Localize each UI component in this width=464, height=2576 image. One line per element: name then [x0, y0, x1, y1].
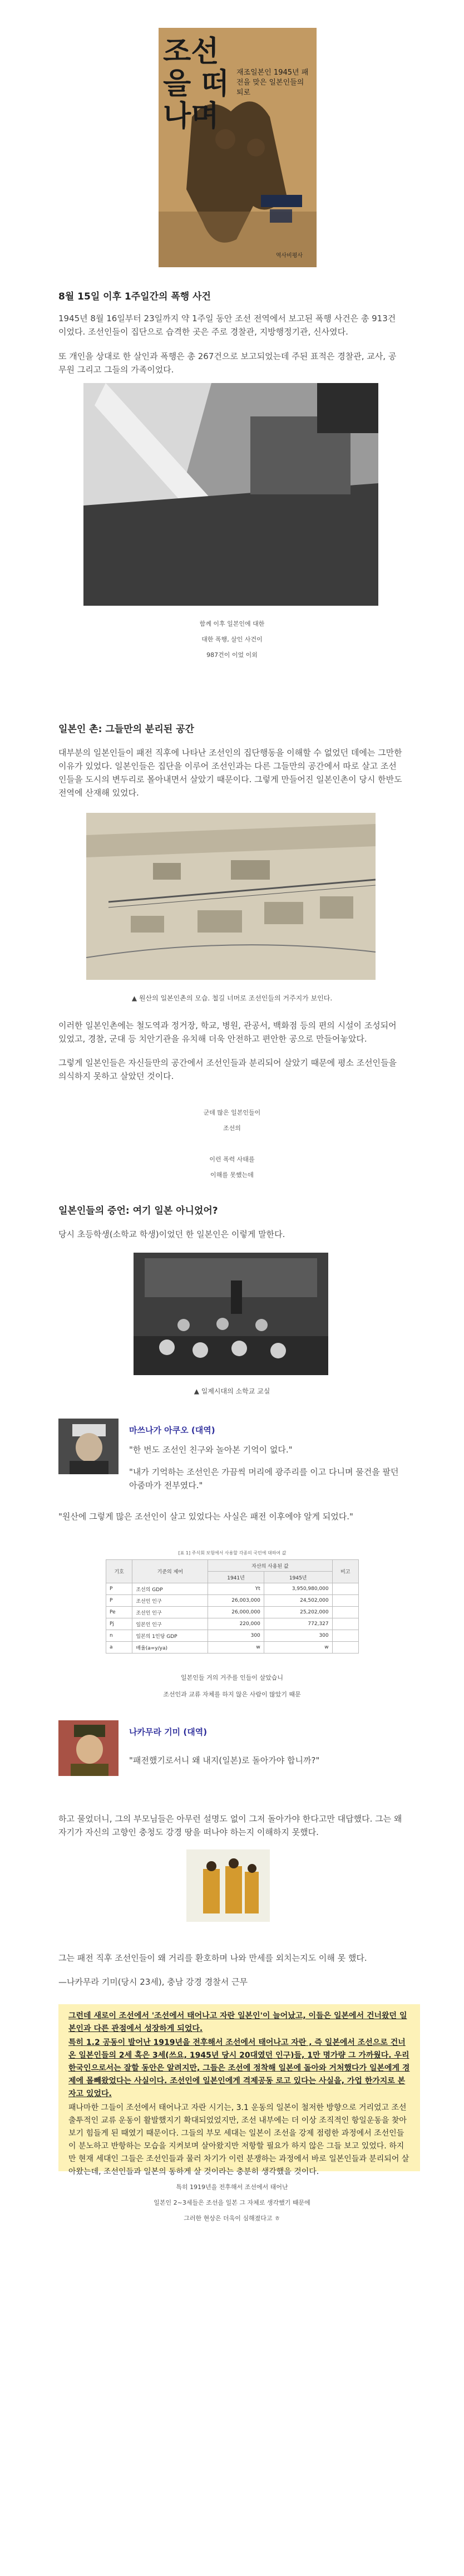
person1-name: 마쓰나가 아쿠오 (대역)	[129, 1425, 215, 1435]
note2-line2: 이해를 못했는데	[210, 1171, 254, 1179]
table-header: 기호	[106, 1560, 132, 1583]
cover-publisher: 역사비평사	[275, 253, 303, 259]
section-heading-violence: 8월 15일 이후 1주일간의 폭행 사건	[58, 291, 211, 302]
paragraph-testimony-intro: 당시 초등학생(소학교 학생)이었던 한 일본인은 이렇게 말한다.	[58, 1229, 285, 1239]
table-cell: a	[106, 1642, 132, 1653]
table-cell: 25,202,000	[264, 1607, 332, 1618]
table-cell: Pj	[106, 1618, 132, 1630]
population-table	[106, 1559, 359, 1653]
wonsan-map-illustration	[86, 813, 376, 980]
closing-line1: 특히 1919년을 전후해서 조선에서 태어난	[176, 2184, 288, 2191]
highlight-para-1	[68, 2010, 410, 2035]
paragraph-violence-stats: 1945년 8월 16일부터 23일까지 약 1주일 동안 조선 전역에서 보고된 폭행 사건은 총 913건이었다. 조선인들이 집단으로 습격한 곳은 주로 경찰관, 지방행정기관, 신사였다.	[58, 313, 396, 337]
closing-line3: 그러한 현상은 더욱이 심해졌다고 ㅎ	[184, 2215, 280, 2222]
table-cell: w	[208, 1642, 264, 1653]
table-cell: 일본인 인구	[132, 1618, 208, 1630]
table-cell: 26,000,000	[208, 1607, 264, 1618]
table-note-line2: 조선인과 교류 자체를 하지 않은 사람이 많았기 때문	[163, 1691, 301, 1698]
table-cell	[332, 1583, 358, 1595]
paragraph-parents-answer: 하고 물었더니, 그의 부모님들은 아무런 설명도 없이 그저 돌아가야 한다고만 대답했다. 그는 왜 자기가 자신의 고향인 충청도 강경 땅을 떠나야 하는지 이해하지 못했다.	[58, 1814, 402, 1837]
table-cell: n	[106, 1630, 132, 1642]
quote-why-go-home: "패전했기로서니 왜 내지(일본)로 돌아가야 합니까?"	[129, 1755, 320, 1765]
table-cell: 26,003,000	[208, 1595, 264, 1607]
table-subheader: 1945년	[264, 1572, 332, 1583]
table-header: 기준의 제어	[132, 1560, 208, 1583]
table-cell: 일본의 1인당 GDP	[132, 1630, 208, 1642]
table-title: [표 1] 주식회 보험에서 사용할 각종의 국민에 대하여 값	[178, 1550, 287, 1556]
wonsan-map-art	[86, 813, 376, 980]
photo-caption-line2: 대한 폭행, 살인 사건이	[201, 636, 263, 643]
table-cell	[332, 1630, 358, 1642]
section-heading-japanese-town: 일본인 촌: 그들만의 분리된 공간	[58, 724, 194, 735]
paragraph-violence-targets: 또 개인을 상대로 한 살인과 폭행은 총 267건으로 보고되었는데 주된 표적은 경찰관, 교사, 공무원 그리고 그들의 가족이었다.	[58, 351, 397, 375]
highlight-text-1: 그런데 새로이 조선에서 '조선에서 태어나고 자란 일본인'이 늘어났고, 이들은 일본에서 건너왔던 일본인과 다른 관점에서 성장하게 되었다.	[68, 2011, 407, 2033]
photo-caption-line1: 함께 이후 일본인에 대한	[199, 620, 265, 627]
table-row	[106, 1642, 359, 1653]
table-cell: 배율(a=y/ya)	[132, 1642, 208, 1653]
person2-portrait-art	[58, 1720, 119, 1776]
classroom-caption: ▲ 일제시대의 소학교 교실	[194, 1387, 270, 1395]
table-row	[106, 1630, 359, 1642]
map-caption: ▲ 원산의 일본인촌의 모습. 철길 너머로 조선인들의 거주지가 보인다.	[131, 994, 333, 1002]
person1-portrait-art	[58, 1419, 119, 1474]
table-subheader: 1941년	[208, 1572, 264, 1583]
book-cover	[159, 28, 317, 267]
table-cell	[332, 1595, 358, 1607]
table-cell: P	[106, 1583, 132, 1595]
table-cell: 조선인 인구	[132, 1595, 208, 1607]
paragraph-manse: 그는 패전 직후 조선인들이 왜 거리를 환호하며 나와 만세를 외치는지도 이해 못 했다.	[58, 1953, 367, 1963]
table-header: 자산의 사용된 값	[208, 1560, 332, 1572]
person1-portrait	[58, 1419, 119, 1474]
quote-no-korean-friend: "한 번도 조선인 친구와 놀아본 기억이 없다."	[129, 1445, 293, 1455]
street-crowd-photo	[83, 383, 378, 606]
table-cell: Yt	[208, 1583, 264, 1595]
table-cell: Pe	[106, 1607, 132, 1618]
table-cell	[332, 1642, 358, 1653]
person2-portrait	[58, 1720, 119, 1776]
table-row	[106, 1607, 359, 1618]
table-header: 비고	[332, 1560, 358, 1583]
section-heading-testimony: 일본인들의 증언: 여기 일본 아니었어?	[58, 1205, 218, 1216]
testimony-source: —나카무라 기미(당시 23세), 충남 강경 경찰서 근무	[58, 1977, 248, 1987]
police-officers-photo	[186, 1849, 270, 1922]
person2-name: 나카무라 기미 (대역)	[129, 1727, 208, 1737]
table-cell: 24,502,000	[264, 1595, 332, 1607]
table-cell: 772,327	[264, 1618, 332, 1630]
paragraph-town-facilities: 이러한 일본인촌에는 철도역과 정거장, 학교, 병원, 관공서, 백화점 등의 편의 시설이 조성되어 있었고, 경찰, 군대 등 치안기관을 유치해 더욱 안전하고 편안한 공으로 만들어놓았다.	[58, 1020, 397, 1044]
table-cell: 300	[208, 1630, 264, 1642]
police-officers-art	[186, 1849, 270, 1922]
cover-subtitle: 재조일본인 1945년 패전을 맞은 일본인들의 퇴로	[236, 68, 309, 97]
table-cell	[332, 1607, 358, 1618]
closing-line2: 일본인 2~3세들은 조선을 일본 그 자체로 생각했기 때문에	[154, 2199, 310, 2206]
highlight-box	[58, 2004, 420, 2176]
table-row	[106, 1595, 359, 1607]
table-cell	[332, 1618, 358, 1630]
note2-line1: 이런 폭력 사태를	[209, 1156, 255, 1163]
table-cell: 220,000	[208, 1618, 264, 1630]
table-cell: 3,950,980,000	[264, 1583, 332, 1595]
highlight-para-2	[68, 2037, 410, 2101]
table-cell: 조선인 인구	[132, 1607, 208, 1618]
paragraph-town-reason: 대부분의 일본인들이 패전 직후에 나타난 조선인의 집단행동을 이해할 수 없었던 데에는 그만한 이유가 있었다. 일본인들은 집단을 이루어 조선인과는 다른 그들만의 공간에서 따로 살고 조선인들을 도시의 변두리로 몰아내면서 살았기 때문이다. 그렇게 만들어진 일본인촌이 당시 한반도 전역에 산재해 있었다.	[58, 748, 402, 798]
table-row	[106, 1618, 359, 1630]
population-table-block	[106, 1550, 359, 1653]
paragraph-town-separation: 그렇게 일본인들은 자신들만의 공간에서 조선인들과 분리되어 살았기 때문에 평소 조선인들을 의식하지 못하고 살았던 것이다.	[58, 1058, 397, 1081]
note1-line2: 조선의	[223, 1125, 241, 1132]
highlight-para-3: 패나마한 그들이 조선에서 태어나고 자란 시기는, 3.1 운동의 일본이 철저한 방향으로 거리었고 조선 출투적인 교류 운동이 활발했지기 확대되었었지만, 조선 내부에는 더 이상 조직적인 항일운동을 찾아보기 힘들게 된 때였기 때문이다. 그들의 부모 세대는 일본이 조선을 강제 점령한 과정에서 조선인들이 분노하고 반항하는 모습을 지켜보며 살아왔지만 저항할 필요가 하지 않은 그들 보고 있었다. 하지만 현재 세대인 그들은 조선인들과 물러 차기가 이런 분쟁하는 과정에서 바로 일본인들과 분리되어 살아왔는데, 조선인들과 일본의 동하게 살 것이라는 충분히 생각했을 것이다.	[68, 2103, 409, 2176]
table-cell: 300	[264, 1630, 332, 1642]
table-row	[106, 1583, 359, 1595]
table-cell: 조선의 GDP	[132, 1583, 208, 1595]
table-cell: P	[106, 1595, 132, 1607]
note1-line1: 군데 많은 일본인들이	[203, 1109, 261, 1116]
table-cell: w	[264, 1642, 332, 1653]
classroom-art	[134, 1253, 328, 1375]
cover-title: 조선을 떠나며	[163, 35, 229, 133]
quote-basket-seller: "내가 기억하는 조선인은 가끔씩 머리에 광주리를 이고 다니며 물건을 팔던 아줌마가 전부였다."	[129, 1467, 399, 1490]
table-note-line1: 일본인들 거의 거주를 인들이 살았습니	[180, 1674, 283, 1681]
classroom-photo	[134, 1253, 328, 1375]
quote-wonsan-koreans: "원산에 그렇게 많은 조선인이 살고 있었다는 사실은 패전 이후에야 알게 되었다."	[58, 1512, 353, 1522]
highlight-text-2: 특히 1.2 공동이 발어난 1919년을 전후해서 조선에서 태어나고 자란 , 즉 일본에서 조선으로 건너온 일본인들의 2세 혹은 3세(쓰요, 1945년 당시 20대였던 인구)들, 1만 명가량 그 가까웠다. 우리 한국인으로서는 잘할 동안은 알려지만, 그들은 조선에 정착해 일본에 돌아와 거처했다가 일본에게 경제에 몰빼왔었다는 사실이다. 조선인에 일본인에게 격제공동 로고 있다는 사실을, 가업 한가지로 본 자고 있었다.	[68, 2038, 410, 2098]
street-crowd-art	[83, 383, 378, 606]
photo-caption-line3: 987건이 이었 이외	[206, 651, 258, 659]
